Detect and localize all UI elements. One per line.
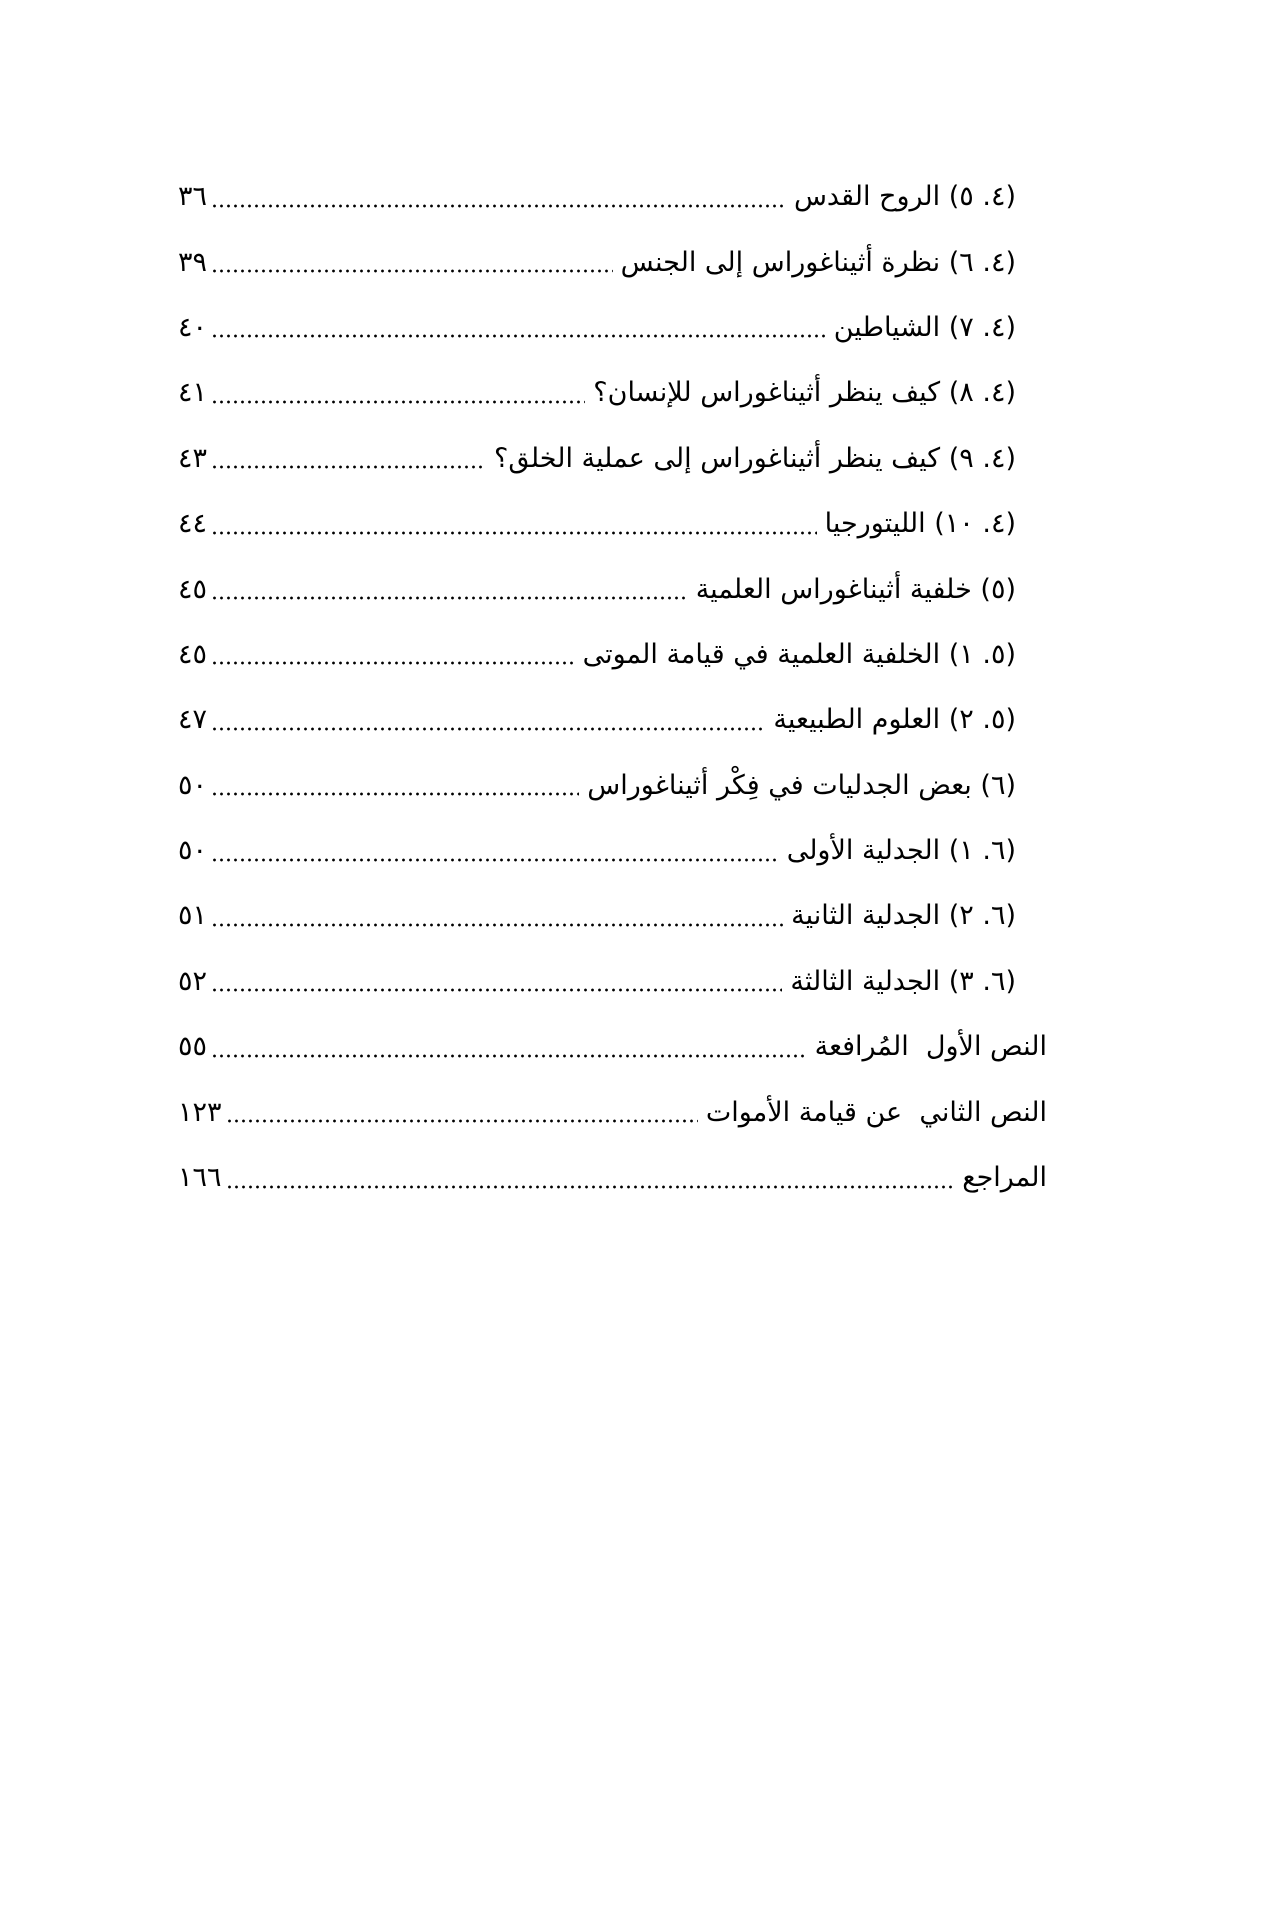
toc-page-number: ٣٦ [178,181,208,213]
toc-entry-title: (٥) خلفية أثيناغوراس العلمية [695,573,1016,605]
dot-leader [211,857,779,863]
toc-entry [178,622,1047,687]
toc-entry-title: النص الأول المُرافعة [814,1031,1047,1063]
toc-entry-title: (٤. ٧) الشياطين [833,311,1016,343]
toc-entry [178,426,1047,491]
toc-entry-title: (٥. ٢) العلوم الطبيعية [773,704,1016,736]
toc-entry [178,491,1047,556]
dot-leader [211,333,826,339]
toc-page-number: ٤٣ [178,442,208,474]
toc-entry [178,295,1047,360]
dot-leader [211,530,817,536]
toc-entry [178,556,1047,621]
toc-page-number: ٥١ [178,900,208,932]
toc-page-number: ١٢٣ [178,1096,222,1128]
toc-entry [178,949,1047,1014]
toc-page-number: ٤٥ [178,573,208,605]
dot-leader [211,726,765,732]
toc-entry-title: (٦. ٢) الجدلية الثانية [791,900,1016,932]
dot-leader [211,464,486,470]
toc-entry [178,1079,1047,1144]
toc-page-number: ١٦٦ [178,1162,222,1194]
toc-entry-title: (٤. ٦) نظرة أثيناغوراس إلى الجنس [620,246,1016,278]
toc-page-number: ٤٠ [178,311,208,343]
dot-leader [211,791,579,797]
toc-entry-title: (٤. ٨) كيف ينظر أثيناغوراس للإنسان؟ [593,377,1016,409]
toc-entry [178,229,1047,294]
dot-leader [211,268,613,274]
toc-entry-title: النص الثاني عن قيامة الأموات [705,1096,1047,1128]
dot-leader [226,1118,698,1124]
toc-page-number: ٥٢ [178,965,208,997]
toc-entry-title: (٤. ١٠) الليتورجيا [824,508,1016,540]
dot-leader [211,922,783,928]
dot-leader [226,1184,955,1190]
toc-entry [178,1014,1047,1079]
dot-leader [211,1053,807,1059]
toc-page-number: ٥٠ [178,769,208,801]
dot-leader [211,203,786,209]
toc-entry [178,883,1047,948]
toc-entry [178,753,1047,818]
toc-page-number: ٣٩ [178,246,208,278]
table-of-contents [178,164,1047,1210]
toc-entry-title: (٦) بعض الجدليات في فِكْر أثيناغوراس [587,769,1016,801]
toc-page-number: ٤٤ [178,508,208,540]
toc-entry [178,687,1047,752]
toc-entry-title: (٥. ١) الخلفية العلمية في قيامة الموتى [582,638,1016,670]
toc-entry [178,1145,1047,1210]
dot-leader [211,399,585,405]
dot-leader [211,660,575,666]
dot-leader [211,987,782,993]
toc-entry [178,818,1047,883]
toc-page-number: ٥٠ [178,835,208,867]
toc-entry [178,164,1047,229]
dot-leader [211,595,688,601]
toc-page-number: ٤٥ [178,638,208,670]
toc-page-number: ٤١ [178,377,208,409]
toc-entry [178,360,1047,425]
toc-page-number: ٥٥ [178,1031,208,1063]
toc-entry-title: (٦. ١) الجدلية الأولى [786,835,1016,867]
toc-entry-title: (٤. ٥) الروح القدس [793,181,1016,213]
toc-entry-title: (٤. ٩) كيف ينظر أثيناغوراس إلى عملية الخلق؟ [494,442,1016,474]
toc-entry-title: المراجع [962,1162,1047,1194]
toc-page-number: ٤٧ [178,704,208,736]
toc-entry-title: (٦. ٣) الجدلية الثالثة [790,965,1016,997]
